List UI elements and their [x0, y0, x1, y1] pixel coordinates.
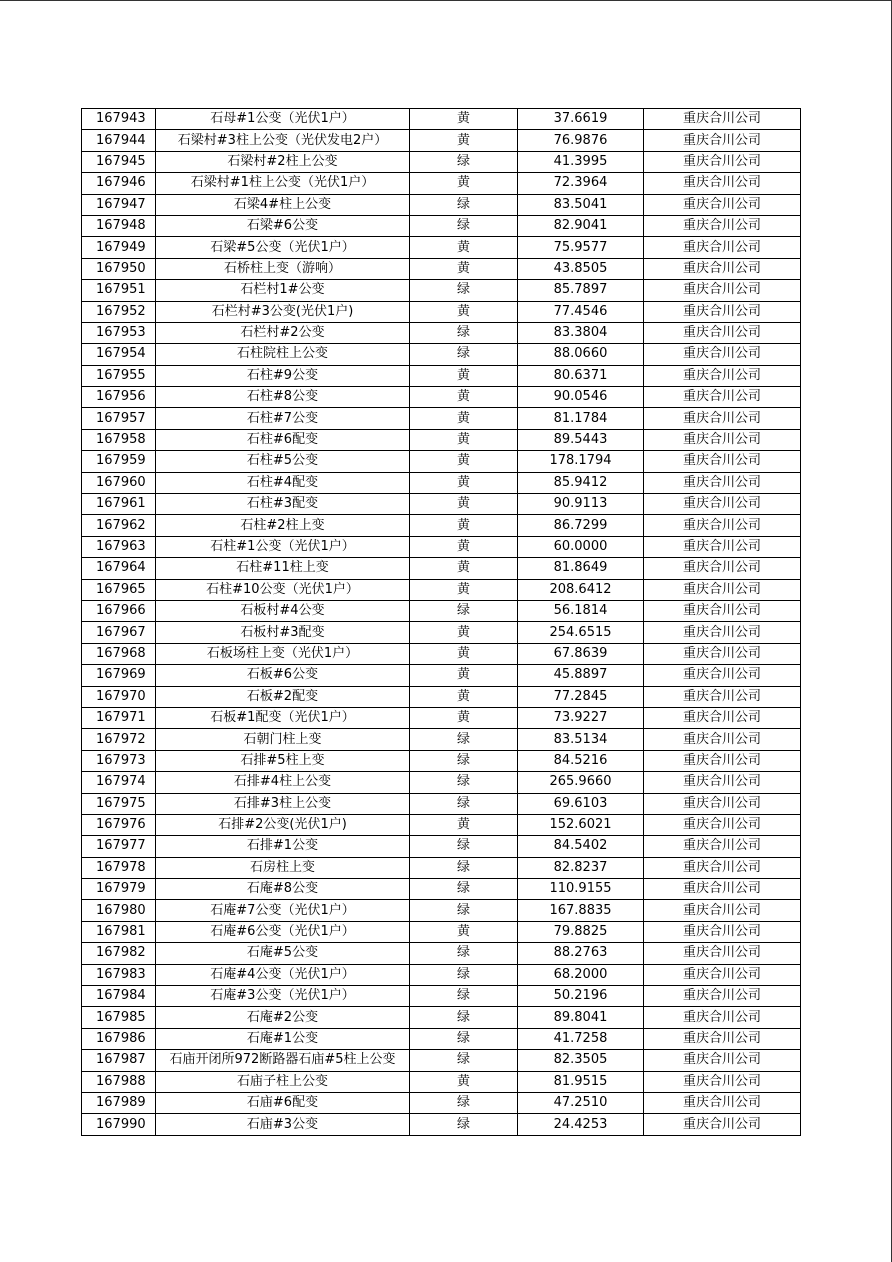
value-cell: 72.3964	[518, 173, 644, 194]
status-color-cell: 绿	[410, 1028, 518, 1049]
value-cell: 81.9515	[518, 1071, 644, 1092]
status-color-cell: 绿	[410, 943, 518, 964]
transformer-name-cell: 石柱#10公变（光伏1户）	[156, 579, 410, 600]
row-id-cell: 167964	[82, 558, 156, 579]
row-id-cell: 167957	[82, 408, 156, 429]
row-id-cell: 167944	[82, 130, 156, 151]
status-color-cell: 黄	[410, 579, 518, 600]
row-id-cell: 167988	[82, 1071, 156, 1092]
row-id-cell: 167984	[82, 986, 156, 1007]
company-cell: 重庆合川公司	[644, 643, 801, 664]
value-cell: 41.7258	[518, 1028, 644, 1049]
company-cell: 重庆合川公司	[644, 622, 801, 643]
value-cell: 77.2845	[518, 686, 644, 707]
company-cell: 重庆合川公司	[644, 707, 801, 728]
status-color-cell: 黄	[410, 814, 518, 835]
status-color-cell: 绿	[410, 729, 518, 750]
company-cell: 重庆合川公司	[644, 600, 801, 621]
table-row	[82, 1028, 801, 1049]
table-row	[82, 130, 801, 151]
transformer-name-cell: 石排#3柱上公变	[156, 793, 410, 814]
table-row	[82, 1050, 801, 1071]
status-color-cell: 黄	[410, 921, 518, 942]
company-cell: 重庆合川公司	[644, 1092, 801, 1113]
value-cell: 24.4253	[518, 1114, 644, 1135]
value-cell: 80.6371	[518, 365, 644, 386]
status-color-cell: 黄	[410, 387, 518, 408]
row-id-cell: 167945	[82, 151, 156, 172]
value-cell: 265.9660	[518, 772, 644, 793]
row-id-cell: 167970	[82, 686, 156, 707]
status-color-cell: 黄	[410, 365, 518, 386]
transformer-name-cell: 石柱#11柱上变	[156, 558, 410, 579]
transformer-name-cell: 石栏村1#公变	[156, 280, 410, 301]
value-cell: 75.9577	[518, 237, 644, 258]
value-cell: 83.5134	[518, 729, 644, 750]
transformer-name-cell: 石柱#6配变	[156, 429, 410, 450]
table-row	[82, 451, 801, 472]
company-cell: 重庆合川公司	[644, 665, 801, 686]
status-color-cell: 绿	[410, 1007, 518, 1028]
value-cell: 83.3804	[518, 322, 644, 343]
row-id-cell: 167963	[82, 536, 156, 557]
status-color-cell: 绿	[410, 772, 518, 793]
status-color-cell: 绿	[410, 1050, 518, 1071]
company-cell: 重庆合川公司	[644, 408, 801, 429]
transformer-name-cell: 石庵#7公变（光伏1户）	[156, 900, 410, 921]
status-color-cell: 黄	[410, 258, 518, 279]
status-color-cell: 绿	[410, 793, 518, 814]
status-color-cell: 黄	[410, 622, 518, 643]
table-row	[82, 814, 801, 835]
value-cell: 86.7299	[518, 515, 644, 536]
row-id-cell: 167982	[82, 943, 156, 964]
table-row	[82, 151, 801, 172]
value-cell: 50.2196	[518, 986, 644, 1007]
company-cell: 重庆合川公司	[644, 536, 801, 557]
row-id-cell: 167980	[82, 900, 156, 921]
table-row	[82, 1114, 801, 1135]
value-cell: 110.9155	[518, 879, 644, 900]
company-cell: 重庆合川公司	[644, 151, 801, 172]
row-id-cell: 167966	[82, 600, 156, 621]
row-id-cell: 167947	[82, 194, 156, 215]
status-color-cell: 黄	[410, 494, 518, 515]
row-id-cell: 167949	[82, 237, 156, 258]
row-id-cell: 167972	[82, 729, 156, 750]
transformer-name-cell: 石柱#4配变	[156, 472, 410, 493]
company-cell: 重庆合川公司	[644, 280, 801, 301]
status-color-cell: 绿	[410, 1092, 518, 1113]
status-color-cell: 绿	[410, 964, 518, 985]
table-row	[82, 1092, 801, 1113]
status-color-cell: 绿	[410, 194, 518, 215]
status-color-cell: 绿	[410, 215, 518, 236]
table-row	[82, 943, 801, 964]
transformer-name-cell: 石柱院柱上公变	[156, 344, 410, 365]
transformer-name-cell: 石板场柱上变（光伏1户）	[156, 643, 410, 664]
row-id-cell: 167967	[82, 622, 156, 643]
value-cell: 82.8237	[518, 857, 644, 878]
row-id-cell: 167978	[82, 857, 156, 878]
row-id-cell: 167971	[82, 707, 156, 728]
value-cell: 254.6515	[518, 622, 644, 643]
table-row	[82, 772, 801, 793]
value-cell: 60.0000	[518, 536, 644, 557]
table-row	[82, 793, 801, 814]
value-cell: 69.6103	[518, 793, 644, 814]
value-cell: 56.1814	[518, 600, 644, 621]
company-cell: 重庆合川公司	[644, 579, 801, 600]
transformer-name-cell: 石板村#3配变	[156, 622, 410, 643]
status-color-cell: 黄	[410, 536, 518, 557]
value-cell: 79.8825	[518, 921, 644, 942]
transformer-name-cell: 石柱#5公变	[156, 451, 410, 472]
transformer-name-cell: 石庵#8公变	[156, 879, 410, 900]
transformer-name-cell: 石朝门柱上变	[156, 729, 410, 750]
status-color-cell: 黄	[410, 130, 518, 151]
company-cell: 重庆合川公司	[644, 451, 801, 472]
row-id-cell: 167954	[82, 344, 156, 365]
table-row	[82, 322, 801, 343]
status-color-cell: 黄	[410, 237, 518, 258]
table-row	[82, 836, 801, 857]
company-cell: 重庆合川公司	[644, 964, 801, 985]
company-cell: 重庆合川公司	[644, 921, 801, 942]
row-id-cell: 167948	[82, 215, 156, 236]
company-cell: 重庆合川公司	[644, 301, 801, 322]
transformer-name-cell: 石庙#6配变	[156, 1092, 410, 1113]
transformer-name-cell: 石庵#6公变（光伏1户）	[156, 921, 410, 942]
table-row	[82, 921, 801, 942]
company-cell: 重庆合川公司	[644, 494, 801, 515]
value-cell: 178.1794	[518, 451, 644, 472]
company-cell: 重庆合川公司	[644, 729, 801, 750]
status-color-cell: 绿	[410, 1114, 518, 1135]
table-row	[82, 857, 801, 878]
row-id-cell: 167969	[82, 665, 156, 686]
company-cell: 重庆合川公司	[644, 173, 801, 194]
transformer-name-cell: 石板#2配变	[156, 686, 410, 707]
row-id-cell: 167965	[82, 579, 156, 600]
transformer-name-cell: 石梁村#3柱上公变（光伏发电2户）	[156, 130, 410, 151]
value-cell: 83.5041	[518, 194, 644, 215]
table-row	[82, 643, 801, 664]
status-color-cell: 绿	[410, 986, 518, 1007]
transformer-name-cell: 石柱#8公变	[156, 387, 410, 408]
row-id-cell: 167976	[82, 814, 156, 835]
row-id-cell: 167961	[82, 494, 156, 515]
transformer-name-cell: 石庙开闭所972断路器石庙#5柱上公变	[156, 1050, 410, 1071]
status-color-cell: 绿	[410, 322, 518, 343]
company-cell: 重庆合川公司	[644, 1050, 801, 1071]
company-cell: 重庆合川公司	[644, 772, 801, 793]
transformer-name-cell: 石桥柱上变（游响）	[156, 258, 410, 279]
value-cell: 167.8835	[518, 900, 644, 921]
company-cell: 重庆合川公司	[644, 1114, 801, 1135]
value-cell: 37.6619	[518, 109, 644, 130]
transformer-name-cell: 石庵#5公变	[156, 943, 410, 964]
status-color-cell: 绿	[410, 857, 518, 878]
status-color-cell: 黄	[410, 643, 518, 664]
value-cell: 88.2763	[518, 943, 644, 964]
table-row	[82, 408, 801, 429]
value-cell: 68.2000	[518, 964, 644, 985]
transformer-name-cell: 石排#2公变(光伏1户)	[156, 814, 410, 835]
table-row	[82, 579, 801, 600]
table-row	[82, 515, 801, 536]
table-row	[82, 558, 801, 579]
transformer-name-cell: 石庙子柱上公变	[156, 1071, 410, 1092]
row-id-cell: 167943	[82, 109, 156, 130]
table-row	[82, 258, 801, 279]
transformer-name-cell: 石排#4柱上公变	[156, 772, 410, 793]
table-row	[82, 215, 801, 236]
company-cell: 重庆合川公司	[644, 943, 801, 964]
transformer-name-cell: 石柱#2柱上变	[156, 515, 410, 536]
status-color-cell: 绿	[410, 750, 518, 771]
company-cell: 重庆合川公司	[644, 879, 801, 900]
company-cell: 重庆合川公司	[644, 686, 801, 707]
status-color-cell: 黄	[410, 686, 518, 707]
status-color-cell: 黄	[410, 707, 518, 728]
status-color-cell: 绿	[410, 879, 518, 900]
value-cell: 85.7897	[518, 280, 644, 301]
row-id-cell: 167975	[82, 793, 156, 814]
table-row	[82, 622, 801, 643]
transformer-name-cell: 石栏村#3公变(光伏1户)	[156, 301, 410, 322]
transformer-name-cell: 石梁#6公变	[156, 215, 410, 236]
value-cell: 81.1784	[518, 408, 644, 429]
status-color-cell: 绿	[410, 900, 518, 921]
row-id-cell: 167960	[82, 472, 156, 493]
company-cell: 重庆合川公司	[644, 750, 801, 771]
value-cell: 67.8639	[518, 643, 644, 664]
value-cell: 76.9876	[518, 130, 644, 151]
status-color-cell: 黄	[410, 472, 518, 493]
transformer-name-cell: 石梁#5公变（光伏1户）	[156, 237, 410, 258]
company-cell: 重庆合川公司	[644, 130, 801, 151]
transformer-name-cell: 石庵#4公变（光伏1户）	[156, 964, 410, 985]
value-cell: 89.5443	[518, 429, 644, 450]
row-id-cell: 167950	[82, 258, 156, 279]
company-cell: 重庆合川公司	[644, 857, 801, 878]
value-cell: 84.5216	[518, 750, 644, 771]
value-cell: 41.3995	[518, 151, 644, 172]
status-color-cell: 绿	[410, 151, 518, 172]
company-cell: 重庆合川公司	[644, 109, 801, 130]
row-id-cell: 167958	[82, 429, 156, 450]
table-row	[82, 879, 801, 900]
row-id-cell: 167973	[82, 750, 156, 771]
row-id-cell: 167990	[82, 1114, 156, 1135]
transformer-name-cell: 石庵#1公变	[156, 1028, 410, 1049]
status-color-cell: 黄	[410, 301, 518, 322]
table-row	[82, 194, 801, 215]
company-cell: 重庆合川公司	[644, 365, 801, 386]
company-cell: 重庆合川公司	[644, 1007, 801, 1028]
row-id-cell: 167987	[82, 1050, 156, 1071]
table-row	[82, 344, 801, 365]
company-cell: 重庆合川公司	[644, 836, 801, 857]
company-cell: 重庆合川公司	[644, 344, 801, 365]
row-id-cell: 167955	[82, 365, 156, 386]
table-row	[82, 472, 801, 493]
row-id-cell: 167983	[82, 964, 156, 985]
table-row	[82, 365, 801, 386]
table-row	[82, 686, 801, 707]
table-row	[82, 387, 801, 408]
status-color-cell: 绿	[410, 344, 518, 365]
transformer-name-cell: 石柱#9公变	[156, 365, 410, 386]
transformer-data-table	[81, 108, 801, 1136]
table-row	[82, 1007, 801, 1028]
table-row	[82, 964, 801, 985]
status-color-cell: 绿	[410, 836, 518, 857]
table-row	[82, 1071, 801, 1092]
value-cell: 43.8505	[518, 258, 644, 279]
value-cell: 77.4546	[518, 301, 644, 322]
value-cell: 89.8041	[518, 1007, 644, 1028]
status-color-cell: 绿	[410, 600, 518, 621]
company-cell: 重庆合川公司	[644, 387, 801, 408]
transformer-name-cell: 石柱#3配变	[156, 494, 410, 515]
row-id-cell: 167956	[82, 387, 156, 408]
value-cell: 88.0660	[518, 344, 644, 365]
value-cell: 47.2510	[518, 1092, 644, 1113]
status-color-cell: 黄	[410, 109, 518, 130]
row-id-cell: 167981	[82, 921, 156, 942]
value-cell: 152.6021	[518, 814, 644, 835]
table-body	[82, 109, 801, 1136]
value-cell: 85.9412	[518, 472, 644, 493]
company-cell: 重庆合川公司	[644, 986, 801, 1007]
value-cell: 90.9113	[518, 494, 644, 515]
value-cell: 84.5402	[518, 836, 644, 857]
row-id-cell: 167979	[82, 879, 156, 900]
row-id-cell: 167986	[82, 1028, 156, 1049]
company-cell: 重庆合川公司	[644, 194, 801, 215]
value-cell: 81.8649	[518, 558, 644, 579]
company-cell: 重庆合川公司	[644, 814, 801, 835]
company-cell: 重庆合川公司	[644, 237, 801, 258]
value-cell: 82.3505	[518, 1050, 644, 1071]
transformer-name-cell: 石柱#7公变	[156, 408, 410, 429]
company-cell: 重庆合川公司	[644, 429, 801, 450]
status-color-cell: 黄	[410, 665, 518, 686]
transformer-name-cell: 石栏村#2公变	[156, 322, 410, 343]
status-color-cell: 黄	[410, 173, 518, 194]
row-id-cell: 167953	[82, 322, 156, 343]
transformer-name-cell: 石房柱上变	[156, 857, 410, 878]
table-row	[82, 109, 801, 130]
table-row	[82, 707, 801, 728]
row-id-cell: 167968	[82, 643, 156, 664]
table-row	[82, 494, 801, 515]
row-id-cell: 167959	[82, 451, 156, 472]
table-row	[82, 429, 801, 450]
table-row	[82, 665, 801, 686]
value-cell: 208.6412	[518, 579, 644, 600]
status-color-cell: 黄	[410, 1071, 518, 1092]
status-color-cell: 黄	[410, 451, 518, 472]
table-row	[82, 729, 801, 750]
transformer-name-cell: 石庙#3公变	[156, 1114, 410, 1135]
transformer-name-cell: 石排#5柱上变	[156, 750, 410, 771]
transformer-name-cell: 石庵#3公变（光伏1户）	[156, 986, 410, 1007]
transformer-name-cell: 石梁4#柱上公变	[156, 194, 410, 215]
table-row	[82, 900, 801, 921]
company-cell: 重庆合川公司	[644, 215, 801, 236]
transformer-name-cell: 石板村#4公变	[156, 600, 410, 621]
table-row	[82, 986, 801, 1007]
row-id-cell: 167951	[82, 280, 156, 301]
row-id-cell: 167977	[82, 836, 156, 857]
status-color-cell: 黄	[410, 558, 518, 579]
row-id-cell: 167985	[82, 1007, 156, 1028]
status-color-cell: 黄	[410, 408, 518, 429]
value-cell: 90.0546	[518, 387, 644, 408]
table-row	[82, 301, 801, 322]
status-color-cell: 黄	[410, 429, 518, 450]
transformer-name-cell: 石庵#2公变	[156, 1007, 410, 1028]
row-id-cell: 167989	[82, 1092, 156, 1113]
table-row	[82, 280, 801, 301]
company-cell: 重庆合川公司	[644, 558, 801, 579]
transformer-name-cell: 石柱#1公变（光伏1户）	[156, 536, 410, 557]
value-cell: 82.9041	[518, 215, 644, 236]
transformer-name-cell: 石母#1公变（光伏1户）	[156, 109, 410, 130]
status-color-cell: 绿	[410, 280, 518, 301]
transformer-name-cell: 石板#6公变	[156, 665, 410, 686]
row-id-cell: 167974	[82, 772, 156, 793]
company-cell: 重庆合川公司	[644, 258, 801, 279]
page-top-border	[0, 0, 892, 1]
row-id-cell: 167952	[82, 301, 156, 322]
value-cell: 45.8897	[518, 665, 644, 686]
status-color-cell: 黄	[410, 515, 518, 536]
transformer-name-cell: 石板#1配变（光伏1户）	[156, 707, 410, 728]
company-cell: 重庆合川公司	[644, 1028, 801, 1049]
row-id-cell: 167962	[82, 515, 156, 536]
company-cell: 重庆合川公司	[644, 472, 801, 493]
table-row	[82, 173, 801, 194]
table-row	[82, 750, 801, 771]
company-cell: 重庆合川公司	[644, 515, 801, 536]
company-cell: 重庆合川公司	[644, 900, 801, 921]
table-row	[82, 600, 801, 621]
company-cell: 重庆合川公司	[644, 1071, 801, 1092]
transformer-name-cell: 石梁村#1柱上公变（光伏1户）	[156, 173, 410, 194]
table-row	[82, 536, 801, 557]
row-id-cell: 167946	[82, 173, 156, 194]
company-cell: 重庆合川公司	[644, 793, 801, 814]
company-cell: 重庆合川公司	[644, 322, 801, 343]
transformer-name-cell: 石梁村#2柱上公变	[156, 151, 410, 172]
transformer-name-cell: 石排#1公变	[156, 836, 410, 857]
value-cell: 73.9227	[518, 707, 644, 728]
table-row	[82, 237, 801, 258]
